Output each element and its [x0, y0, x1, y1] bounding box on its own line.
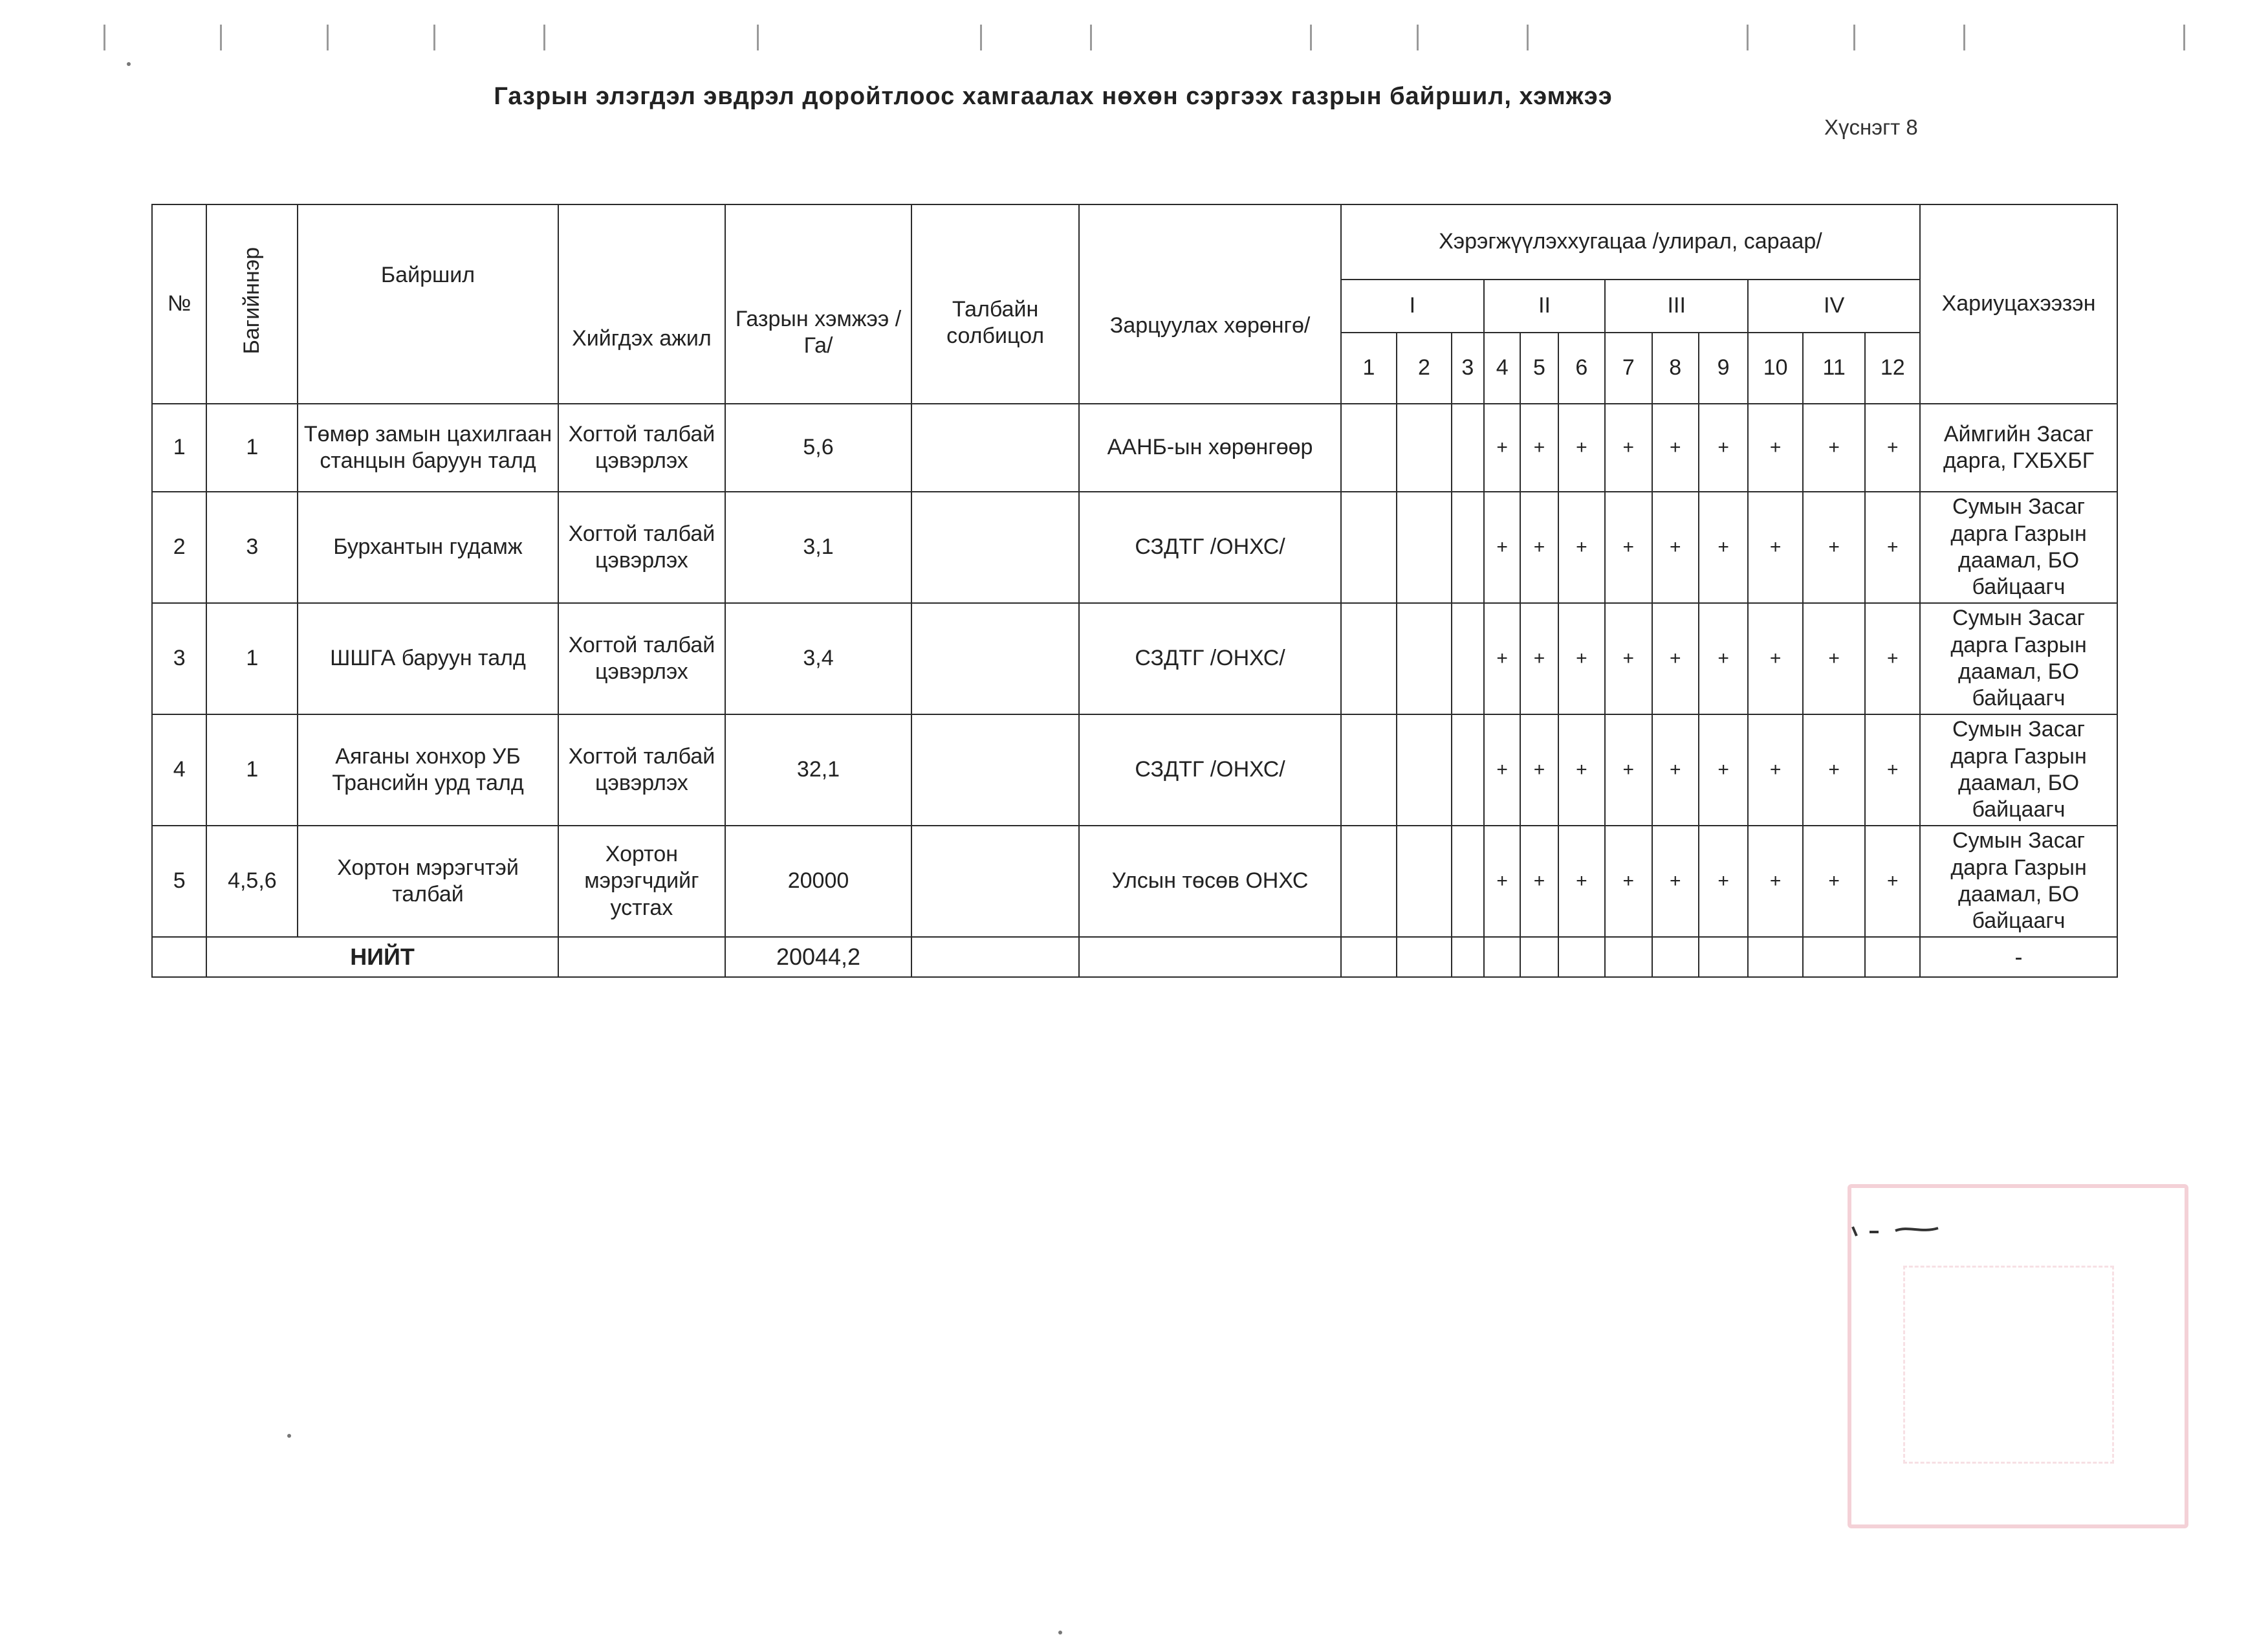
month-mark: +	[1605, 826, 1652, 937]
total-area: 20044,2	[725, 937, 911, 977]
month-mark: +	[1520, 492, 1558, 603]
month-mark: +	[1558, 826, 1605, 937]
month-mark: +	[1652, 404, 1699, 492]
header-location: Байршил	[298, 204, 558, 404]
scan-edge-marks	[104, 25, 2212, 57]
row-no: 1	[152, 404, 206, 492]
row-fund: СЗДТГ /ОНХС/	[1079, 714, 1340, 826]
row-no: 2	[152, 492, 206, 603]
total-empty	[1341, 937, 1397, 977]
row-work: Хогтой талбай цэвэрлэх	[558, 603, 726, 714]
row-area: 3,1	[725, 492, 911, 603]
header-coords: Талбайн солбицол	[911, 204, 1080, 404]
total-empty	[1397, 937, 1451, 977]
header-fund: Зарцуулах хөрөнгө/	[1079, 204, 1340, 404]
row-fund: СЗДТГ /ОНХС/	[1079, 492, 1340, 603]
row-area: 20000	[725, 826, 911, 937]
header-area: Газрын хэмжээ /Га/	[725, 204, 911, 404]
row-work: Хогтой талбай цэвэрлэх	[558, 714, 726, 826]
total-row	[152, 937, 2117, 977]
month-mark: +	[1748, 603, 1802, 714]
row-unit: 4,5,6	[206, 826, 298, 937]
header-responsible: Хариуцахээзэн	[1920, 204, 2117, 404]
total-empty	[1558, 937, 1605, 977]
row-fund: ААНБ-ын хөрөнгөөр	[1079, 404, 1340, 492]
row-coords	[911, 404, 1080, 492]
total-empty	[152, 937, 206, 977]
quarter-1: I	[1341, 280, 1484, 333]
quarter-4: IV	[1748, 280, 1920, 333]
month-mark	[1341, 603, 1397, 714]
month-mark: +	[1803, 603, 1866, 714]
quarter-3: III	[1605, 280, 1748, 333]
month-mark: +	[1748, 404, 1802, 492]
row-unit: 1	[206, 404, 298, 492]
row-no: 5	[152, 826, 206, 937]
table-row	[152, 714, 2117, 826]
row-unit: 3	[206, 492, 298, 603]
month-mark	[1452, 826, 1484, 937]
month-header: 5	[1520, 333, 1558, 404]
total-empty	[1865, 937, 1920, 977]
table-row	[152, 404, 2117, 492]
month-mark	[1397, 714, 1451, 826]
row-area: 3,4	[725, 603, 911, 714]
month-mark: +	[1520, 826, 1558, 937]
row-responsible: Сумын Засаг дарга Газрын даамал, БО байцаагч	[1920, 603, 2117, 714]
month-header: 12	[1865, 333, 1920, 404]
row-no: 4	[152, 714, 206, 826]
month-mark	[1452, 404, 1484, 492]
row-work: Хогтой талбай цэвэрлэх	[558, 492, 726, 603]
row-location: Аяганы хонхор УБ Трансийн урд талд	[298, 714, 558, 826]
month-header: 9	[1699, 333, 1748, 404]
month-mark: +	[1652, 603, 1699, 714]
annex-label: Хүснэгт 8	[1824, 115, 1918, 139]
row-location: Хортон мэрэгчтэй талбай	[298, 826, 558, 937]
table-body	[152, 404, 2117, 937]
row-coords	[911, 492, 1080, 603]
month-mark: +	[1605, 492, 1652, 603]
month-mark: +	[1865, 492, 1920, 603]
month-mark: +	[1803, 492, 1866, 603]
month-mark: +	[1652, 492, 1699, 603]
document-title: Газрын элэгдэл эвдрэл доройтлоос хамгаалах нөхөн сэргээх газрын байршил, хэмжээ	[494, 83, 1613, 110]
month-mark: +	[1520, 404, 1558, 492]
total-empty	[1699, 937, 1748, 977]
row-no: 3	[152, 603, 206, 714]
row-unit: 1	[206, 714, 298, 826]
month-mark: +	[1558, 492, 1605, 603]
total-empty	[1079, 937, 1340, 977]
month-mark	[1341, 492, 1397, 603]
total-empty	[1452, 937, 1484, 977]
month-header: 2	[1397, 333, 1451, 404]
month-mark	[1397, 492, 1451, 603]
month-mark: +	[1699, 714, 1748, 826]
month-mark: +	[1699, 603, 1748, 714]
month-header: 4	[1484, 333, 1520, 404]
month-mark: +	[1699, 404, 1748, 492]
row-area: 32,1	[725, 714, 911, 826]
total-empty	[558, 937, 726, 977]
month-mark: +	[1699, 826, 1748, 937]
month-mark: +	[1484, 492, 1520, 603]
month-mark	[1341, 404, 1397, 492]
month-mark: +	[1484, 826, 1520, 937]
month-mark: +	[1484, 603, 1520, 714]
month-mark: +	[1558, 603, 1605, 714]
header-no: №	[152, 204, 206, 404]
row-coords	[911, 603, 1080, 714]
row-fund: Улсын төсөв ОНХС	[1079, 826, 1340, 937]
month-mark	[1397, 603, 1451, 714]
month-mark	[1452, 714, 1484, 826]
month-mark: +	[1803, 826, 1866, 937]
month-mark: +	[1520, 714, 1558, 826]
row-unit: 1	[206, 603, 298, 714]
row-responsible: Аймгийн Засаг дарга, ГХБХБГ	[1920, 404, 2117, 492]
month-mark: +	[1652, 826, 1699, 937]
month-mark: +	[1803, 404, 1866, 492]
row-location: Бурхантын гудамж	[298, 492, 558, 603]
total-label: НИЙТ	[206, 937, 558, 977]
table-row	[152, 603, 2117, 714]
total-empty	[1748, 937, 1802, 977]
total-empty	[1652, 937, 1699, 977]
month-mark: +	[1558, 714, 1605, 826]
row-coords	[911, 826, 1080, 937]
month-mark: +	[1748, 492, 1802, 603]
month-mark: +	[1605, 603, 1652, 714]
month-mark: +	[1605, 404, 1652, 492]
month-header: 3	[1452, 333, 1484, 404]
table-row	[152, 492, 2117, 603]
month-mark	[1397, 404, 1451, 492]
row-area: 5,6	[725, 404, 911, 492]
signature-mark	[1850, 1223, 1941, 1238]
quarter-2: II	[1484, 280, 1605, 333]
month-mark: +	[1605, 714, 1652, 826]
month-header: 8	[1652, 333, 1699, 404]
header-work: Хийгдэх ажил	[558, 204, 726, 404]
row-fund: СЗДТГ /ОНХС/	[1079, 603, 1340, 714]
month-mark: +	[1748, 826, 1802, 937]
month-mark: +	[1484, 714, 1520, 826]
month-header: 7	[1605, 333, 1652, 404]
faded-stamp-inner	[1903, 1266, 2114, 1464]
month-mark	[1452, 603, 1484, 714]
month-mark: +	[1865, 826, 1920, 937]
rehabilitation-table	[151, 204, 2118, 978]
total-empty	[1484, 937, 1520, 977]
total-empty	[1605, 937, 1652, 977]
month-header: 10	[1748, 333, 1802, 404]
row-responsible: Сумын Засаг дарга Газрын даамал, БО байцаагч	[1920, 714, 2117, 826]
month-header: 1	[1341, 333, 1397, 404]
total-responsible: -	[1920, 937, 2117, 977]
month-mark: +	[1748, 714, 1802, 826]
scan-speck	[287, 1434, 291, 1438]
row-work: Хортон мэрэгчдийг устгах	[558, 826, 726, 937]
month-mark: +	[1484, 404, 1520, 492]
row-work: Хогтой талбай цэвэрлэх	[558, 404, 726, 492]
header-unit: Багийннэр	[206, 204, 298, 404]
month-mark: +	[1520, 603, 1558, 714]
row-coords	[911, 714, 1080, 826]
month-mark: +	[1803, 714, 1866, 826]
month-mark: +	[1652, 714, 1699, 826]
month-header: 6	[1558, 333, 1605, 404]
month-mark: +	[1865, 404, 1920, 492]
scan-speck	[127, 62, 131, 66]
row-location: ШШГА баруун талд	[298, 603, 558, 714]
row-responsible: Сумын Засаг дарга Газрын даамал, БО байцаагч	[1920, 492, 2117, 603]
month-mark: +	[1865, 714, 1920, 826]
month-header: 11	[1803, 333, 1866, 404]
row-location: Төмөр замын цахилгаан станцын баруун талд	[298, 404, 558, 492]
month-mark	[1341, 714, 1397, 826]
month-mark	[1397, 826, 1451, 937]
month-mark	[1452, 492, 1484, 603]
total-empty	[1520, 937, 1558, 977]
month-mark: +	[1558, 404, 1605, 492]
row-responsible: Сумын Засаг дарга Газрын даамал, БО байцаагч	[1920, 826, 2117, 937]
table-row	[152, 826, 2117, 937]
month-mark: +	[1699, 492, 1748, 603]
total-empty	[1803, 937, 1866, 977]
month-mark	[1341, 826, 1397, 937]
month-mark: +	[1865, 603, 1920, 714]
total-empty	[911, 937, 1080, 977]
header-period: Хэрэгжүүлэххугацаа /улирал, сараар/	[1341, 204, 1920, 280]
scan-speck	[1058, 1631, 1062, 1634]
